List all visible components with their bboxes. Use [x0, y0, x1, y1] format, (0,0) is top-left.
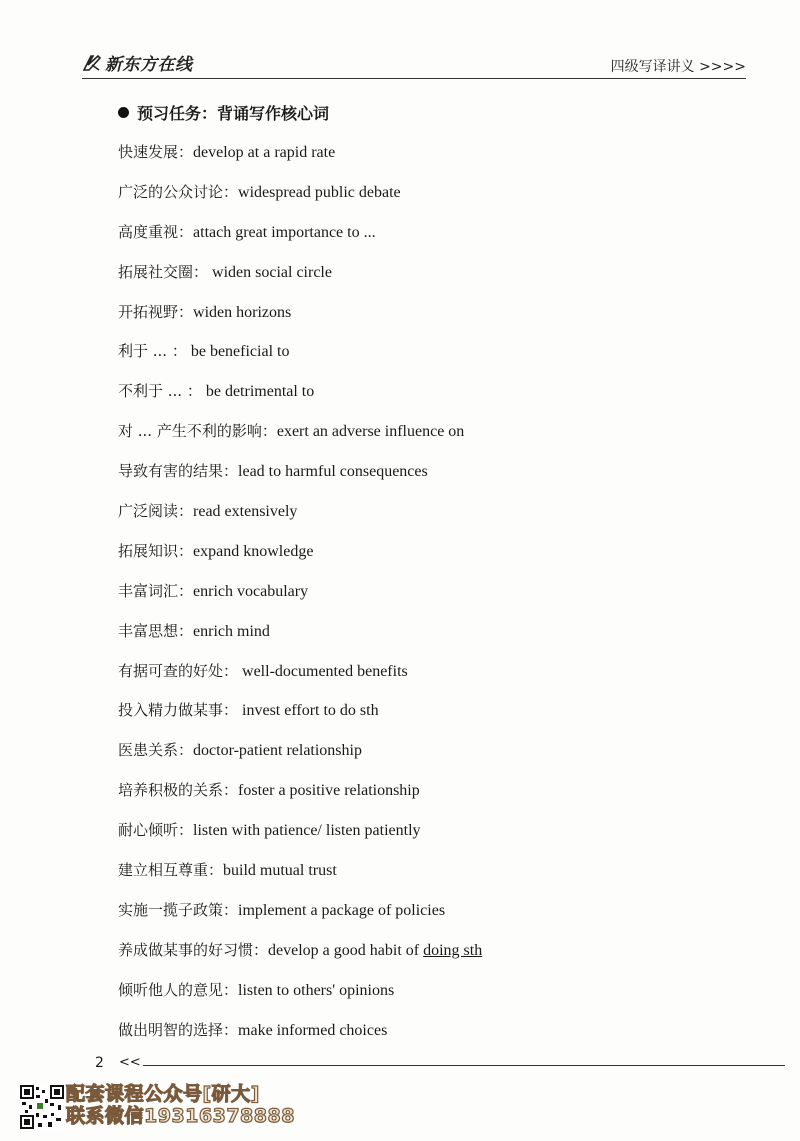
vocab-english: listen with patience/ listen patiently: [193, 822, 421, 840]
vocab-english: expand knowledge: [193, 542, 314, 560]
vocab-chinese: 广泛的公众讨论：: [118, 182, 239, 201]
vocab-chinese: 利于 ... ：: [118, 342, 187, 361]
vocab-chinese: 拓展社交圈：: [118, 262, 209, 281]
vocab-chinese: 高度重视：: [118, 222, 194, 241]
vocab-english: be beneficial to: [186, 343, 290, 361]
vocab-item: [118, 459, 738, 499]
promo-line-1: 配套课程公众号[研大]: [66, 1083, 260, 1105]
vocab-item: [118, 419, 738, 459]
vocab-chinese: 实施一揽子政策：: [118, 900, 239, 919]
vocab-english: exert an adverse influence on: [276, 423, 465, 441]
vocab-item: [118, 978, 738, 1018]
footer-arrows: <<: [119, 1055, 141, 1070]
vocab-chinese: 有据可查的好处：: [118, 661, 239, 680]
vocab-item: [118, 140, 738, 180]
brand-logo-text: 新东方在线: [105, 55, 193, 75]
vocab-english: build mutual trust: [223, 862, 337, 880]
vocab-item: [118, 858, 738, 898]
vocab-chinese: 建立相互尊重：: [118, 861, 224, 880]
vocab-chinese: 不利于 ... ：: [118, 382, 202, 401]
vocab-chinese: 做出明智的选择：: [118, 1020, 239, 1039]
vocab-chinese: 导致有害的结果：: [118, 462, 239, 481]
vocab-chinese: 养成做某事的好习惯：: [118, 940, 269, 959]
vocab-english: enrich mind: [193, 622, 270, 640]
section-title: [118, 101, 329, 124]
vocab-english: listen to others' opinions: [238, 981, 395, 999]
vocab-english: lead to harmful consequences: [238, 463, 428, 481]
vocab-item: [118, 579, 738, 619]
vocab-chinese: 广泛阅读：: [118, 502, 194, 521]
vocab-chinese: 医患关系：: [118, 741, 194, 760]
qr-code-icon: [20, 1085, 64, 1129]
vocab-english: be detrimental to: [201, 383, 315, 401]
vocab-chinese: 对 ... 产生不利的影响：: [118, 422, 277, 441]
vocab-english: implement a package of policies: [238, 901, 446, 919]
vocab-english: widespread public debate: [238, 183, 401, 201]
vocab-chinese: 快速发展：: [118, 143, 194, 161]
course-label: 四级写译讲义 >>>>: [610, 59, 746, 75]
vocab-english-underlined: doing sth: [423, 941, 483, 959]
brand-logo: [82, 50, 193, 75]
footer-divider: [143, 1065, 785, 1066]
vocab-english: make informed choices: [238, 1021, 388, 1039]
vocab-item: [118, 339, 738, 379]
header-divider: [82, 78, 746, 79]
vocab-english: foster a positive relationship: [238, 782, 420, 800]
vocab-english: doctor-patient relationship: [193, 742, 362, 760]
vocab-item: [118, 499, 738, 539]
vocab-english: widen social circle: [208, 263, 332, 281]
vocab-item: [118, 938, 738, 978]
vocab-item: [118, 738, 738, 778]
vocab-chinese: 丰富词汇：: [118, 581, 194, 600]
bullet-icon: [118, 107, 129, 118]
vocab-english: develop a good habit of: [268, 941, 424, 959]
vocab-item: [118, 818, 738, 858]
page-number: 2: [95, 1055, 104, 1071]
vocab-chinese: 培养积极的关系：: [118, 781, 239, 800]
vocab-item: [118, 180, 738, 220]
vocab-english: well-documented benefits: [238, 662, 408, 680]
vocab-item: [118, 539, 738, 579]
vocab-english: attach great importance to ...: [193, 223, 376, 241]
section-title-text: 预习任务：背诵写作核心词: [137, 104, 330, 123]
vocab-item: [118, 659, 738, 699]
vocabulary-list: [118, 140, 738, 1057]
vocab-item: [118, 379, 738, 419]
promo-line-2: 联系微信19316378888: [66, 1105, 295, 1127]
vocab-item: [118, 698, 738, 738]
promo-watermark: [66, 1083, 295, 1127]
vocab-item: [118, 898, 738, 938]
vocab-item: [118, 619, 738, 659]
vocab-item: [118, 260, 738, 300]
vocab-item: [118, 220, 738, 260]
brand-logo-icon: [82, 53, 102, 73]
vocab-item: [118, 778, 738, 818]
vocab-english: enrich vocabulary: [193, 582, 309, 600]
vocab-english: widen horizons: [193, 303, 292, 321]
page-header: [82, 48, 746, 78]
vocab-item: [118, 300, 738, 340]
vocab-chinese: 拓展知识：: [118, 541, 194, 560]
vocab-item: [118, 1018, 738, 1058]
vocab-chinese: 投入精力做某事：: [118, 701, 239, 720]
page-footer: [95, 1055, 787, 1075]
vocab-english: invest effort to do sth: [238, 702, 379, 720]
vocab-chinese: 开拓视野：: [118, 302, 194, 321]
vocab-chinese: 耐心倾听：: [118, 821, 194, 840]
vocab-english: develop at a rapid rate: [193, 144, 336, 161]
vocab-chinese: 丰富思想：: [118, 621, 194, 640]
vocab-english: read extensively: [193, 503, 298, 521]
vocab-chinese: 倾听他人的意见：: [118, 980, 239, 999]
